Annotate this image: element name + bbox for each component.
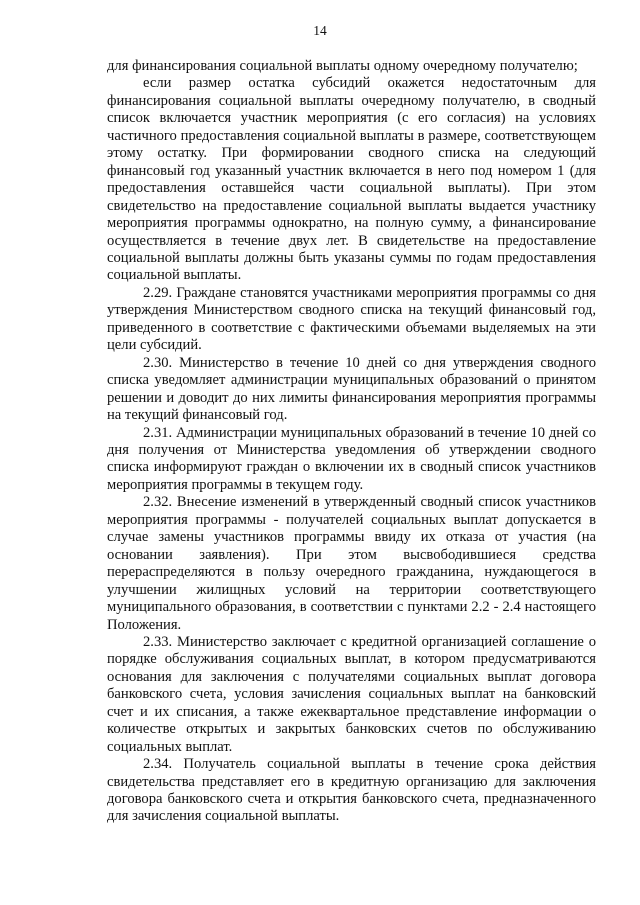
paragraph-2-32: 2.32. Внесение изменений в утвержденный сводный список участников мероприятия программы - получателей социальных выплат допускается в случае замены участников программы ввиду их отказа от участия (на основании заявления). При этом высвободившиеся средства перераспределяются в пользу очередного гражданина, нуждающегося в улучшении жилищных условий на территории соответствующего муниципального образования, в соответствии с пунктами 2.2 - 2.4 настоящего Положения. — [107, 494, 596, 633]
paragraph-subsidy-remainder: если размер остатка субсидий окажется недостаточным для финансирования социальной выплаты очередному получателю, в сводный список включается участник мероприятия (с его согласия) на условиях частичного предоставления социальной выплаты в размере, соответствующем этому остатку. При формировании сводного списка на следующий финансовый год указанный участник включается в него под номером 1 (для предоставления оставшейся части социальной выплаты). При этом свидетельство на предоставление социальной выплаты выдается участнику мероприятия программы однократно, на полную сумму, а финансирование осуществляется в течение двух лет. В свидетельстве на предоставление социальной выплаты должны быть указаны суммы по годам предоставления социальной выплаты. — [107, 75, 596, 284]
paragraph-continuation: для финансирования социальной выплаты одному очередному получателю; — [107, 58, 578, 74]
document-body — [107, 58, 596, 826]
page-number: 14 — [313, 23, 327, 38]
paragraph-2-29: 2.29. Граждане становятся участниками мероприятия программы со дня утверждения Министерством сводного списка на текущий финансовый год, приведенного в соответствие с фактическими объемами выделяемых на эти цели субсидий. — [107, 284, 596, 354]
paragraph-2-34: 2.34. Получатель социальной выплаты в течение срока действия свидетельства представляет его в кредитную организацию для заключения договора банковского счета и открытия банковского счета, предназначенного для зачисления социальной выплаты. — [107, 756, 596, 825]
paragraph-2-33: 2.33. Министерство заключает с кредитной организацией соглашение о порядке обслуживания социальных выплат, в котором предусматриваются основания для заключения с получателями социальных выплат договора банковского счета, условия зачисления социальных выплат на банковский счет и их списания, а также ежеквартальное представление информации о количестве открытых и закрытых банковских счетов по обслуживанию социальных выплат. — [107, 633, 596, 755]
paragraph-2-30: 2.30. Министерство в течение 10 дней со дня утверждения сводного списка уведомляет администрации муниципальных образований о принятом решении и доводит до них лимиты финансирования мероприятия программы на текущий финансовый год. — [107, 354, 596, 424]
paragraph-2-31: 2.31. Администрации муниципальных образований в течение 10 дней со дня получения от Министерства уведомления об утверждении сводного списка информируют граждан о включении их в сводный список участников мероприятия программы в текущем году. — [107, 424, 596, 493]
